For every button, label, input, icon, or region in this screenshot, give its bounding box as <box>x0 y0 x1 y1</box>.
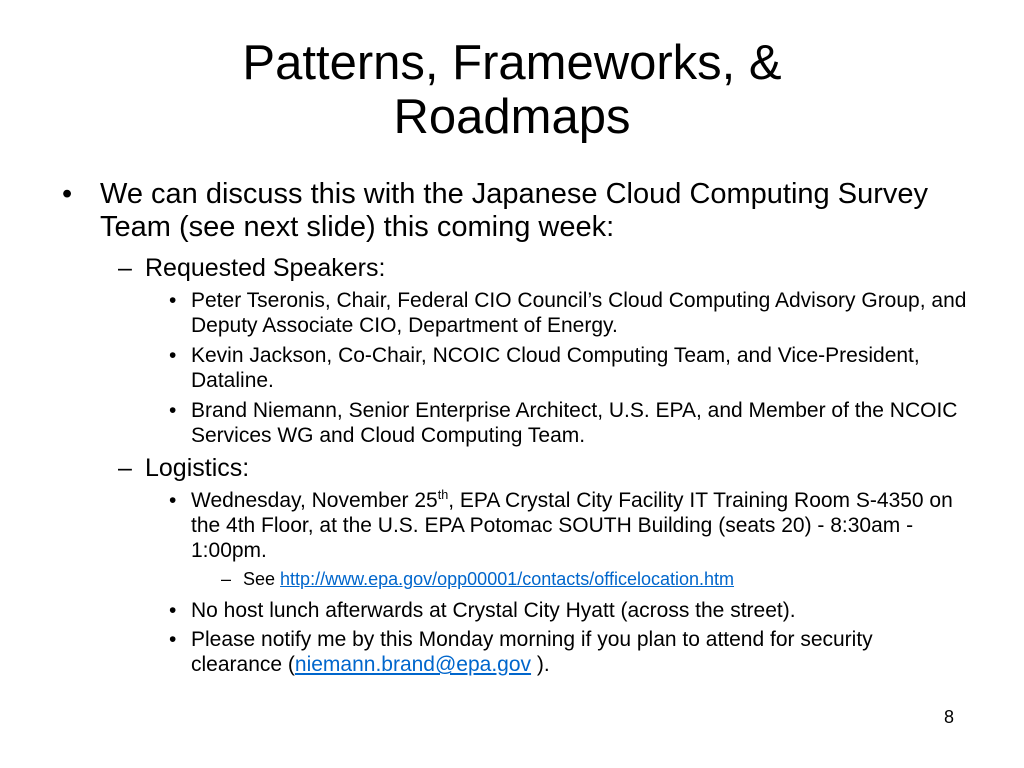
slide-title-line-1: Patterns, Frameworks, & <box>242 36 782 90</box>
notify-post: ). <box>531 653 550 676</box>
email-link[interactable]: niemann.brand@epa.gov <box>294 653 532 676</box>
bullet-glyph: • <box>169 344 177 367</box>
bullet-glyph: • <box>169 628 177 651</box>
bullet-glyph: • <box>62 178 73 210</box>
speaker-item-text: Kevin Jackson, Co-Chair, NCOIC Cloud Computing Team, and Vice-President, Dataline. <box>191 344 920 392</box>
logistics-item-when <box>169 488 969 563</box>
main-bullet <box>62 178 967 244</box>
dash-glyph: – <box>221 569 232 589</box>
office-location-link[interactable]: http://www.epa.gov/opp00001/contacts/officelocation.htm <box>280 569 735 589</box>
notify-pre: Please notify me by this Monday morning if you plan to attend for security clearance ( <box>191 628 873 676</box>
when-details: , EPA Crystal City Facility IT Training Room S-4350 on the 4th Floor, at the U.S. EPA Potomac SOUTH Building (seats 20) - 8:30am - 1:00pm. <box>191 489 953 562</box>
speaker-item-text: Peter Tseronis, Chair, Federal CIO Council’s Cloud Computing Advisory Group, and Deputy Associate CIO, Department of Energy. <box>191 289 967 337</box>
main-bullet-text: We can discuss this with the Japanese Cloud Computing Survey Team (see next slide) this coming week: <box>100 178 929 243</box>
requested-speakers-heading <box>118 254 958 283</box>
dash-glyph: – <box>118 454 132 482</box>
dash-glyph: – <box>118 254 132 282</box>
logistics-label: Logistics: <box>145 454 250 482</box>
when-date: Wednesday, November 25 <box>191 489 438 512</box>
lunch-text: No host lunch afterwards at Crystal City Hyatt (across the street). <box>191 599 796 622</box>
notify-text <box>169 627 969 677</box>
logistics-see-link <box>221 568 961 590</box>
logistics-when-text <box>169 488 969 563</box>
speaker-item-3 <box>169 398 969 448</box>
bullet-glyph: • <box>169 599 177 622</box>
bullet-glyph: • <box>169 489 177 512</box>
logistics-heading <box>118 454 958 483</box>
see-label: See <box>243 569 276 589</box>
when-date-suffix: th <box>437 488 449 502</box>
bullet-glyph: • <box>169 399 177 422</box>
requested-speakers-label: Requested Speakers: <box>145 254 386 282</box>
logistics-item-lunch <box>169 598 969 623</box>
bullet-glyph: • <box>169 289 177 312</box>
slide-title <box>0 36 1024 144</box>
slide-title-line-2: Roadmaps <box>393 90 631 144</box>
speaker-item-2 <box>169 343 969 393</box>
see-link-text <box>221 568 961 590</box>
logistics-item-notify <box>169 627 969 677</box>
speaker-item-1 <box>169 288 969 338</box>
speaker-item-text: Brand Niemann, Senior Enterprise Architect, U.S. EPA, and Member of the NCOIC Services WG and Cloud Computing Team. <box>191 399 958 447</box>
slide-number: 8 <box>944 707 955 727</box>
